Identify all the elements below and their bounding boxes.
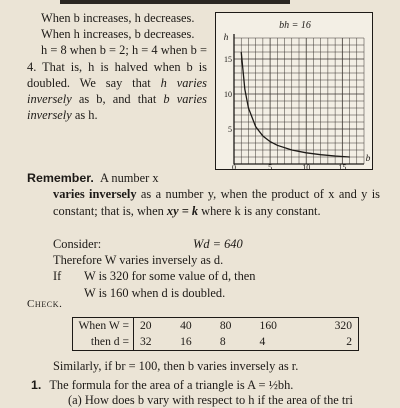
consider-line-3: W is 320 for some value of d, then xyxy=(84,269,256,284)
intro-text xyxy=(27,10,207,123)
x-tick-label: 0 xyxy=(232,163,236,171)
remember-l1: A number x xyxy=(100,171,159,185)
intro-p3-e: as h. xyxy=(71,108,98,123)
y-tick-label: 15 xyxy=(224,55,232,64)
remember-heading: Remember. xyxy=(27,171,94,185)
table-cell: 160 xyxy=(259,319,277,332)
row2-label: then d = xyxy=(73,334,134,350)
consider-line-4: W is 160 when d is doubled. xyxy=(84,285,226,300)
y-tick-label: 5 xyxy=(228,125,232,134)
table-cell: 2 xyxy=(346,335,352,348)
x-axis-label: b xyxy=(365,154,371,164)
remember-line-1 xyxy=(27,170,380,186)
remember-l2-b: as a number y, when the product of x and y is constant; that is, when xyxy=(53,187,380,218)
consider-row-4 xyxy=(53,285,383,301)
top-rule xyxy=(60,0,290,4)
x-tick-label: 5 xyxy=(268,163,273,171)
row1-label: When W = xyxy=(73,318,134,334)
intro-p3-d: b varies inversely xyxy=(27,92,207,123)
check-label: Check. xyxy=(27,298,63,310)
consider-row-3 xyxy=(53,268,383,284)
table-cell: 20 xyxy=(140,319,152,332)
intro-p3-a: h = 8 when b = 2; h = 4 when b = 4. That is, h is halved when b is doubled. We say that xyxy=(27,43,207,90)
consider-label: Consider: xyxy=(53,237,102,251)
table-cell: 4 xyxy=(259,335,266,348)
consider-equation: Wd = 640 xyxy=(193,237,243,251)
chart-title: bh = 16 xyxy=(279,20,311,31)
exercise-text: The formula for the area of a triangle is A = ½bh. xyxy=(49,378,294,392)
consider-if-label: If xyxy=(53,269,62,284)
chart-svg xyxy=(216,13,374,171)
check-table-grid xyxy=(73,318,358,350)
intro-paragraph-2: When h increases, b decreases. xyxy=(41,27,195,42)
check-table xyxy=(72,317,359,351)
similarly-line: Similarly, if br = 100, then b varies inversely as r. xyxy=(53,359,299,373)
y-tick-label: 10 xyxy=(224,90,232,99)
exercise-1 xyxy=(31,378,391,393)
consider-row-2: Therefore W varies inversely as d. xyxy=(53,253,224,268)
table-cell: 16 xyxy=(180,335,192,348)
y-axis-label: h xyxy=(223,33,229,43)
intro-paragraph-3 xyxy=(27,42,207,123)
exercise-number: 1. xyxy=(31,378,42,392)
remember-l2-c: xy = k xyxy=(166,203,199,218)
table-cell: 320 xyxy=(334,319,352,332)
intro-p3-b: h varies inversely xyxy=(27,75,208,107)
table-cell: 32 xyxy=(140,335,152,348)
exercise-1a-partial: (a) How does b vary with respect to h if the area of the tri xyxy=(68,393,353,407)
remember-box xyxy=(27,170,380,219)
remember-definition xyxy=(27,186,380,219)
x-tick-label: 10 xyxy=(302,163,311,171)
table-cell: 40 xyxy=(180,319,192,332)
remember-l2-a: varies inversely xyxy=(53,187,137,202)
intro-paragraph-1: When b increases, h decreases. xyxy=(41,11,195,25)
table-cell: 80 xyxy=(219,319,232,332)
consider-row-1 xyxy=(53,236,383,252)
consider-block xyxy=(53,236,383,301)
table-row xyxy=(73,334,358,350)
table-cell: 8 xyxy=(219,335,226,348)
x-tick-label: 15 xyxy=(338,163,347,171)
intro-p3-c: as b, and that xyxy=(71,92,164,107)
table-row xyxy=(73,318,358,334)
remember-l2-d: where k is any constant. xyxy=(198,203,321,218)
inverse-variation-chart xyxy=(215,12,373,170)
series-curve xyxy=(241,52,349,157)
